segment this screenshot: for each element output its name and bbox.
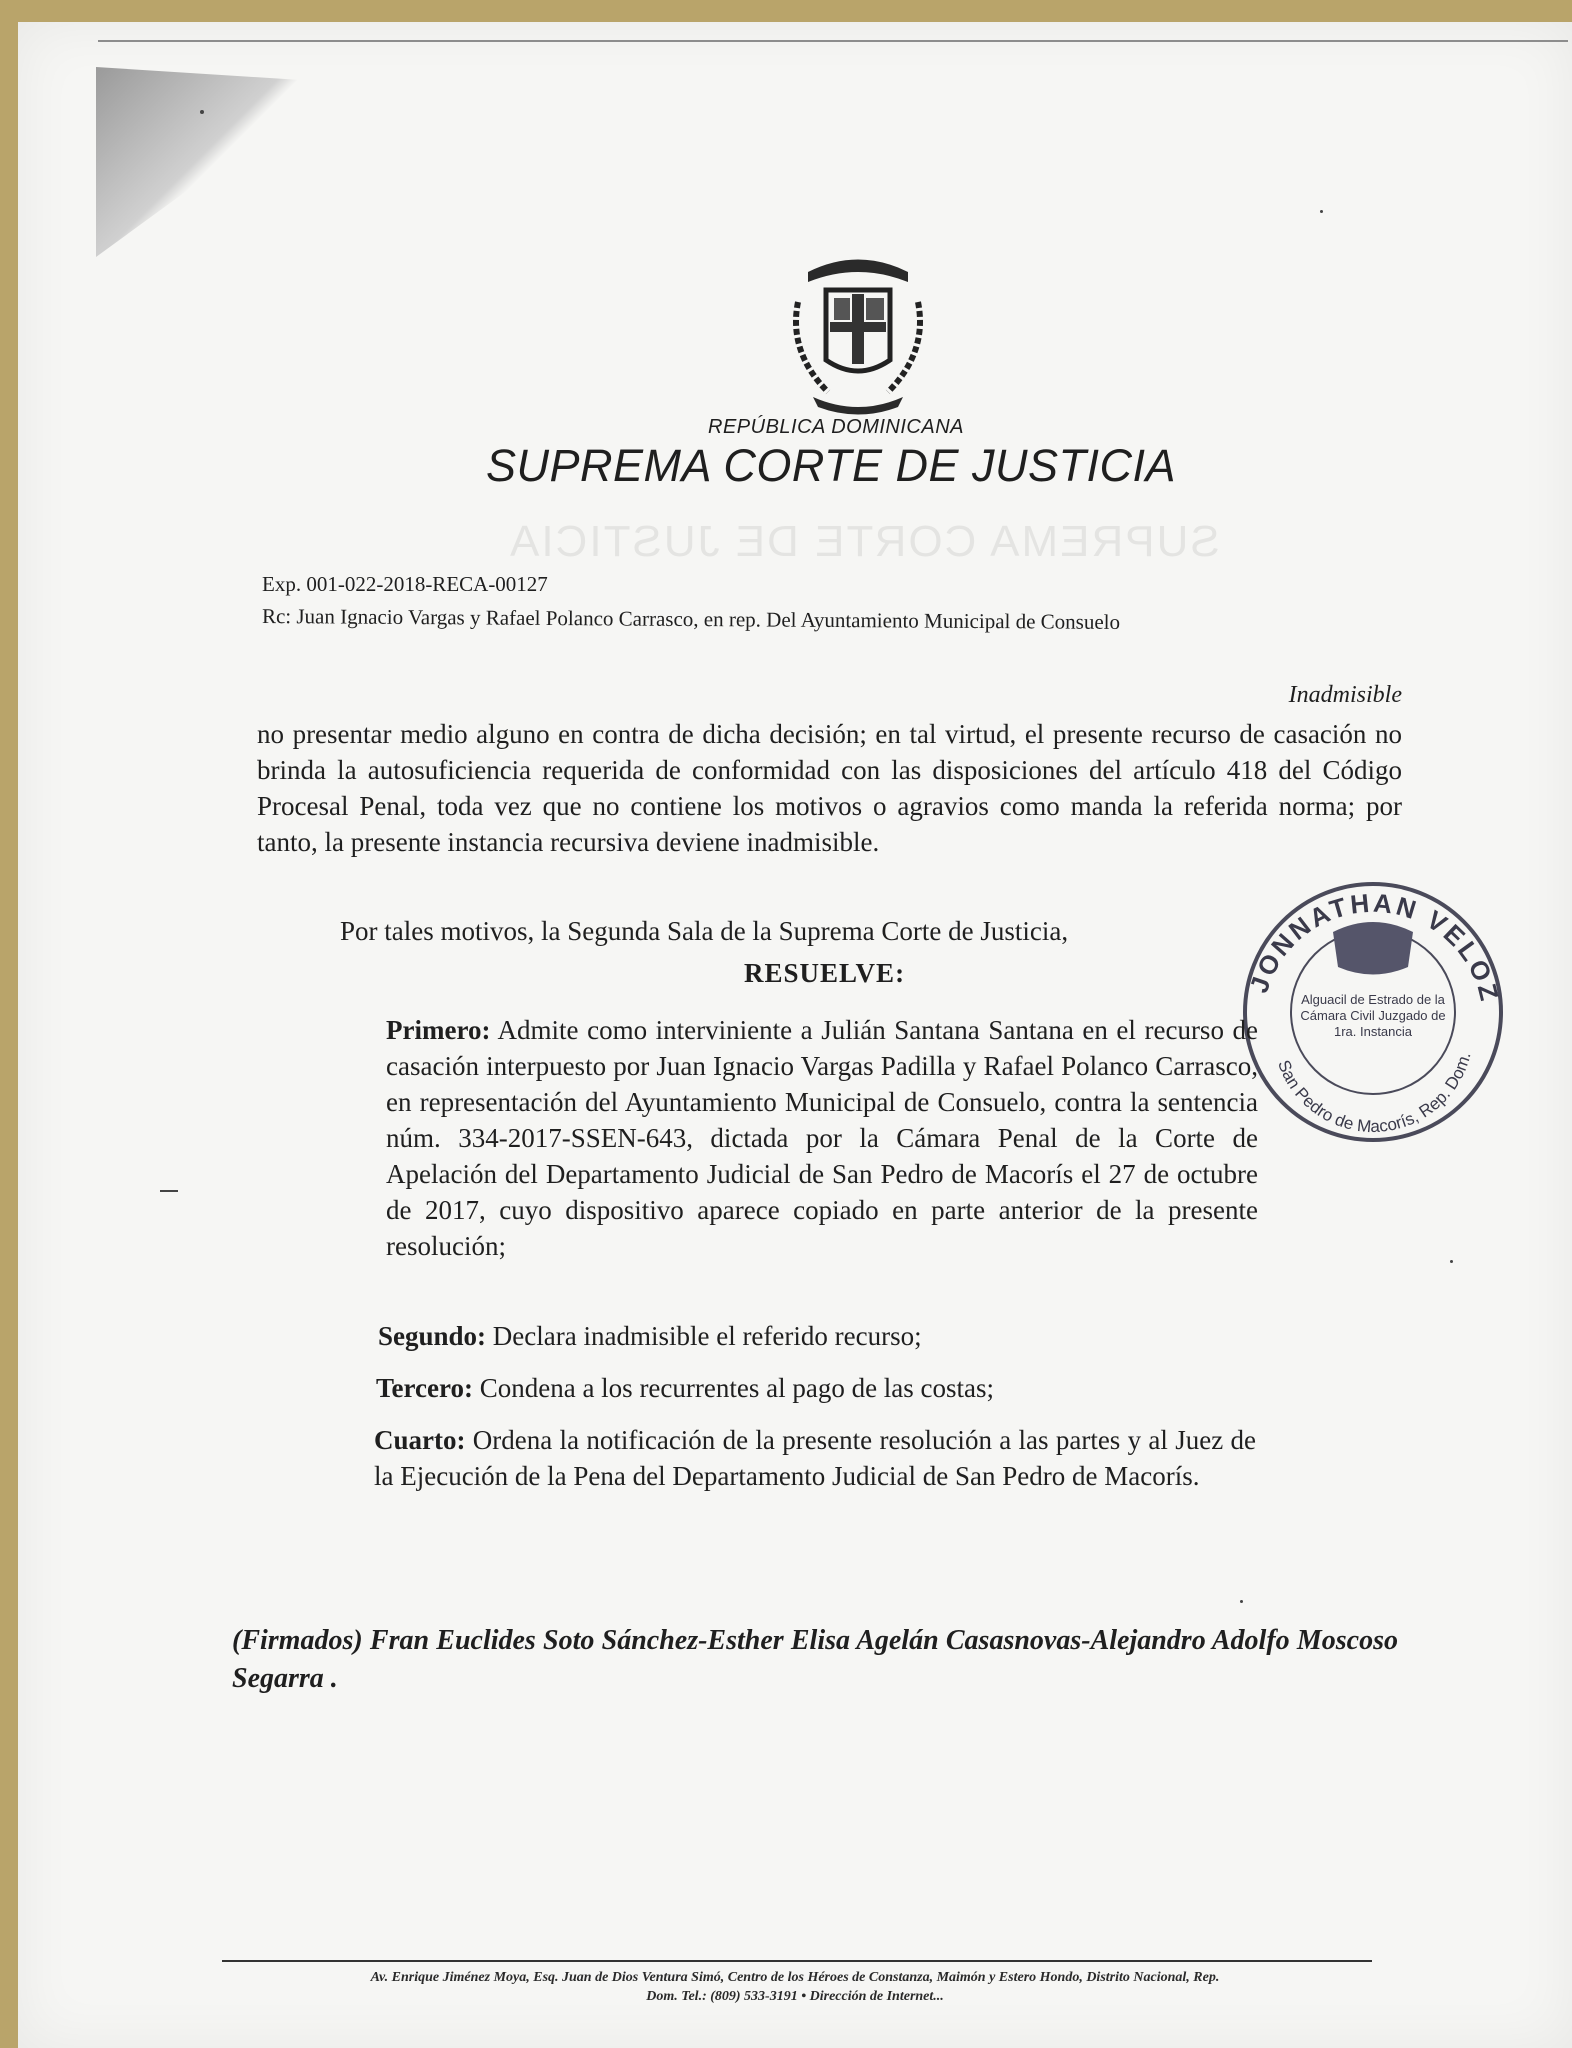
svg-text:San Pedro de Macorís, Rep. Dom: San Pedro de Macorís, Rep. Dom. (1274, 1050, 1475, 1137)
court-title: SUPREMA CORTE DE JUSTICIA (485, 440, 1177, 491)
body-paragraph: no presentar medio alguno en contra de dicha decisión; en tal virtud, el presente recurso de casación no brinda la autosuficiencia requerida de conformidad con las disposiciones del artículo 418 del Código Procesal Penal, toda vez que no contiene los motivos o agravios como manda la referida norma; por tanto, la presente instancia recursiva deviene inadmisible. (257, 719, 1402, 857)
resolution-item-tercero (376, 1370, 1256, 1406)
scan-speck (200, 110, 204, 114)
item-text: Ordena la notificación de la presente resolución a las partes y al Juez de la Ejecución de la Pena del Departamento Judicial de San Pedro de Macorís. (374, 1425, 1256, 1491)
official-stamp (1233, 872, 1513, 1152)
resolution-item-primero (386, 1012, 1258, 1264)
svg-text:Cámara Civil Juzgado de: Cámara Civil Juzgado de (1300, 1008, 1446, 1023)
document-tag: Inadmisible (1288, 682, 1402, 708)
item-label: Tercero: (376, 1373, 473, 1403)
item-text: Condena a los recurrentes al pago de las costas; (472, 1373, 995, 1403)
item-label: Cuarto: (374, 1425, 466, 1455)
scan-speck (1450, 1260, 1453, 1263)
top-edge-line (98, 40, 1568, 42)
coat-of-arms-icon (768, 242, 948, 422)
item-text: Declara inadmisible el referido recurso; (486, 1321, 922, 1351)
svg-text:1ra. Instancia: 1ra. Instancia (1333, 1024, 1413, 1039)
folded-corner (96, 67, 336, 257)
resolution-item-segundo (378, 1318, 1258, 1354)
item-label: Primero: (386, 1015, 491, 1045)
scan-speck (1320, 210, 1323, 213)
footer-divider (222, 1960, 1372, 1962)
footer-line-2: Dom. Tel.: (809) 533-3191 • Dirección de Internet... (646, 1989, 944, 2004)
bleed-through-text: SUPREMA CORTE DE JUSTICIA (508, 517, 1220, 566)
item-label: Segundo: (378, 1321, 487, 1351)
item-text: Admite como interviniente a Julián Santana Santana en el recurso de casación interpuesto por Juan Ignacio Vargas Padilla y Rafael Polanco Carrasco, en representación del Ayuntamiento Municipal de Consuelo, contra la sentencia núm. 334-2017-SSEN-643, dictada por la Cámara Penal de la Corte de Apelación del Departamento Judicial de San Pedro de Macorís el 27 de octubre de 2017, cuyo dispositivo aparece copiado en parte anterior de la presente resolución; (386, 1015, 1258, 1261)
resolution-item-cuarto (374, 1422, 1256, 1494)
country-heading: REPÚBLICA DOMINICANA (708, 416, 964, 438)
footer-line-1: Av. Enrique Jiménez Moya, Esq. Juan de Dios Ventura Simó, Centro de los Héroes de Constanza, Maimón y Estero Hondo, Distrito Nacional, Rep. (370, 1970, 1220, 1985)
footer-address (180, 1968, 1410, 2006)
scan-speck (160, 1190, 178, 1192)
svg-text:JONNATHAN VELOZ: JONNATHAN VELOZ (1243, 887, 1506, 1007)
case-parties: Rc: Juan Ignacio Vargas y Rafael Polanco Carrasco, en rep. Del Ayuntamiento Municipal de Consuelo (261, 604, 1121, 634)
scan-speck (1240, 1600, 1243, 1603)
motivos-line: Por tales motivos, la Segunda Sala de la Suprema Corte de Justicia, (340, 916, 1069, 946)
signatures-line: (Firmados) Fran Euclides Soto Sánchez-Esther Elisa Agelán Casasnovas-Alejandro Adolfo Moscoso Segarra . (232, 1625, 1398, 1694)
svg-text:Alguacil de Estrado de la: Alguacil de Estrado de la (1301, 992, 1445, 1007)
case-number: Exp. 001-022-2018-RECA-00127 (262, 572, 548, 596)
resuelve-heading: RESUELVE: (744, 958, 906, 988)
